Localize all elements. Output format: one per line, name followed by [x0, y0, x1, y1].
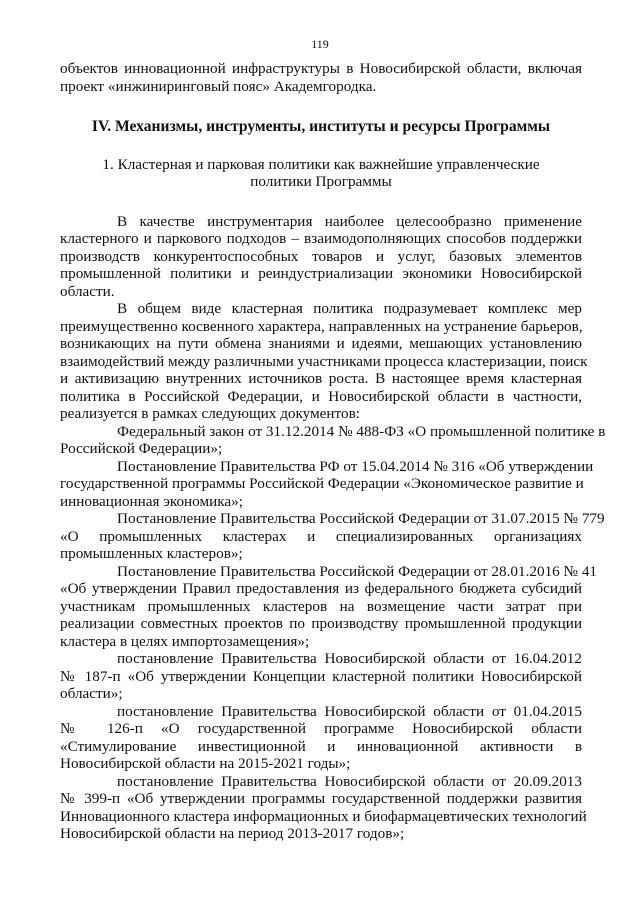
section-title: IV. Механизмы, инструменты, институты и ресурсы Программы	[91, 118, 551, 135]
text-line: № 187-п «Об утверждении Концепции кластерной политики Новосибирской	[60, 667, 582, 685]
text-line: В общем виде кластерная политика подразумевает комплекс мер	[117, 300, 582, 317]
text-line: Новосибирской области на 2015-2021 годы»;	[60, 755, 351, 772]
page-number: 119	[311, 37, 329, 51]
text-line: и активизацию внутренних источников роста. В настоящее время кластерная	[60, 370, 582, 387]
text-line: области.	[60, 282, 115, 300]
document-list-item	[60, 422, 606, 458]
body-paragraph	[60, 213, 582, 301]
text-line: Инновационного кластера информационных и биофармацевтических технологий	[60, 807, 587, 825]
document-list-item	[60, 772, 587, 843]
subsection-title	[60, 156, 582, 191]
text-line: участникам промышленных кластеров на возмещение части затрат при	[60, 597, 582, 615]
page-content	[60, 60, 606, 843]
document-list-item	[60, 457, 594, 511]
text-line: Федеральный закон от 31.12.2014 № 488-ФЗ «О промышленной политике в	[117, 422, 606, 440]
document-list-item	[60, 703, 582, 773]
text-line: проект «инжиниринговый пояс» Академгородка.	[60, 77, 377, 95]
text-line: кластера в целях импортозамещения»;	[60, 632, 310, 650]
text-line: преимущественно косвенного характера, направленных на устранение барьеров,	[60, 317, 583, 335]
text-line: Российской Федерации»;	[60, 440, 223, 457]
text-line: постановление Правительства Новосибирской области от 16.04.2012	[117, 650, 582, 667]
text-line: реализуется в рамках следующих документов:	[60, 405, 360, 422]
subsection-title-line: политики Программы	[250, 173, 392, 190]
subsection-title-line: 1. Кластерная и парковая политики как важнейшие управленческие	[102, 155, 540, 173]
document-list-item	[60, 562, 598, 651]
text-line: Постановление Правительства РФ от 15.04.2014 № 316 «Об утверждении	[117, 457, 594, 475]
text-line: государственной программы Российской Федерации «Экономическое развитие и	[60, 475, 584, 492]
text-line: реализации совместных проектов по производству промышленной продукции	[60, 615, 582, 632]
text-line: промышленных кластеров»;	[60, 545, 243, 562]
intro-paragraph	[60, 60, 582, 95]
text-line: кластерного и паркового подходов – взаимодополняющих способов поддержки	[60, 230, 582, 247]
text-line: инновационная экономика»;	[60, 492, 243, 510]
document-list-item	[60, 510, 605, 563]
text-line: постановление Правительства Новосибирской области от 01.04.2015	[117, 702, 582, 720]
text-line: Постановление Правительства Российской Федерации от 28.01.2016 № 41	[117, 562, 598, 580]
text-line: Постановление Правительства Российской Федерации от 31.07.2015 № 779	[117, 510, 605, 527]
text-line: взаимодействий между различными участниками процесса кластеризации, поиск	[60, 352, 588, 370]
text-line: В качестве инструментария наиболее целесообразно применение	[117, 212, 582, 230]
text-line: политика в Российской Федерации, и Новосибирской области в частности,	[60, 387, 582, 405]
text-line: № 126-п «О государственной программе Новосибирской области	[60, 720, 582, 737]
text-line: «Стимулирование инвестиционной и инновационной активности в	[60, 737, 582, 755]
text-line: производств конкурентоспособных товаров и услуг, базовых элементов	[60, 247, 582, 265]
text-line: возникающих на пути обмена знаниями и идеями, мешающих установлению	[60, 335, 582, 352]
text-line: Новосибирской области на период 2013-2017 годов»;	[60, 825, 405, 842]
text-line: постановление Правительства Новосибирской области от 20.09.2013	[117, 772, 582, 790]
text-line: «Об утверждении Правил предоставления из федерального бюджета субсидий	[60, 580, 582, 597]
text-line: объектов инновационной инфраструктуры в Новосибирской области, включая	[60, 60, 582, 77]
text-line: «О промышленных кластерах и специализированных организациях	[60, 527, 582, 545]
text-line: промышленной политики и реиндустриализации экономики Новосибирской	[60, 265, 582, 282]
text-line: области»;	[60, 685, 123, 702]
text-line: № 399-п «Об утверждении программы государственной поддержки развития	[60, 790, 582, 807]
body-paragraph	[60, 300, 588, 423]
document-list-item	[60, 650, 582, 703]
